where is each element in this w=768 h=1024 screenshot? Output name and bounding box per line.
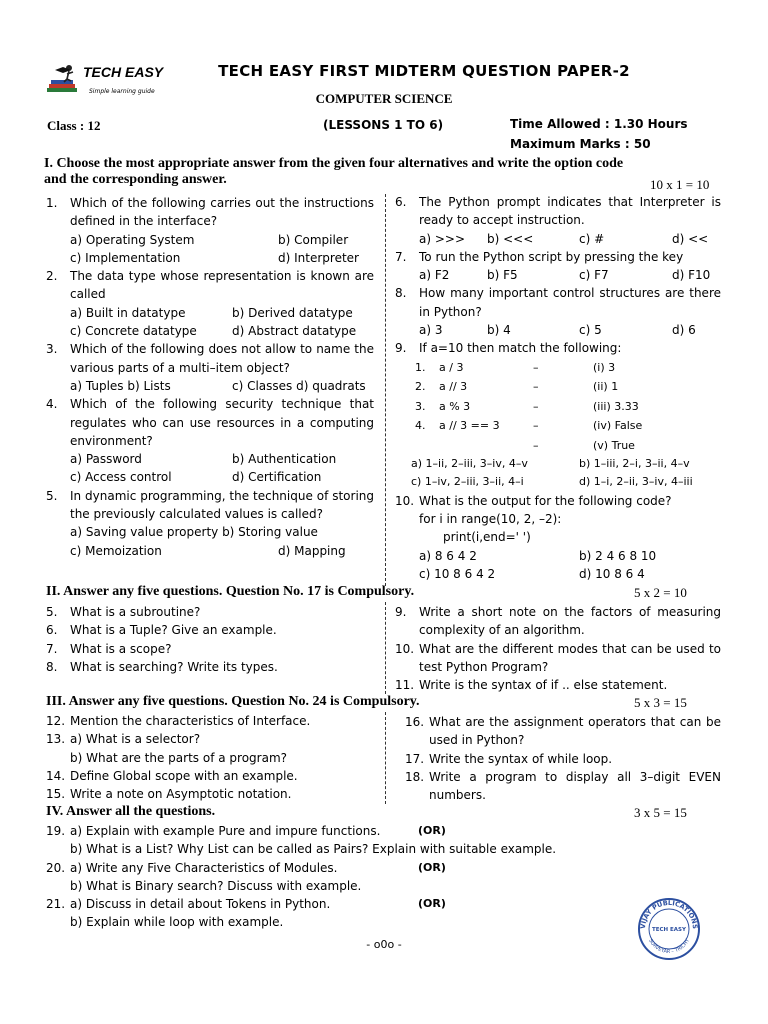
question-item: b) What are the parts of a program? xyxy=(70,750,288,765)
option: b) F5 xyxy=(487,268,518,283)
option: b) <<< xyxy=(487,231,534,246)
question-21b: b) Explain while loop with example. xyxy=(70,915,284,930)
question-text: How many important control structures are there in Python? xyxy=(419,286,721,319)
option: a) Password xyxy=(70,452,142,467)
option: d) 1–i, 2–ii, 3–iv, 4–iii xyxy=(579,475,693,489)
question-number: 8. xyxy=(395,286,407,301)
section3-right-column xyxy=(405,713,721,804)
option: c) 10 8 6 4 2 xyxy=(419,566,496,581)
section2-heading: II. Answer any five questions. Question No. 17 is Compulsory. xyxy=(46,584,415,599)
option: b) 2 4 6 8 10 xyxy=(579,548,657,563)
question-1 xyxy=(46,194,374,267)
svg-text:SURVEYAR – TRICHY xyxy=(647,937,691,955)
max-marks: Maximum Marks : 50 xyxy=(510,137,651,151)
option: d) Certification xyxy=(232,470,322,485)
match-row: 2. a // 3 – (ii) 1 xyxy=(415,380,619,394)
question-number: 4. xyxy=(46,397,58,412)
publisher-stamp xyxy=(637,897,701,961)
question-item: 14. Define Global scope with an example. xyxy=(46,768,298,783)
question-3 xyxy=(46,340,374,395)
question-5 xyxy=(46,487,374,560)
question-10 xyxy=(395,492,721,583)
option: c) Access control xyxy=(70,470,172,485)
section4-heading: IV. Answer all the questions. xyxy=(46,804,216,819)
question-number: 7. xyxy=(395,249,407,264)
footer-mark: - o0o - xyxy=(366,938,402,951)
option: a) >>> xyxy=(419,231,466,246)
option: b) 4 xyxy=(487,323,511,338)
question-item: 18. Write a program to display all 3–digit EVEN numbers. xyxy=(405,769,721,803)
question-number: 2. xyxy=(46,269,58,284)
question-20a: 20. a) Write any Five Characteristics of Modules. (OR) xyxy=(46,859,726,877)
question-item: 7. What is a scope? xyxy=(46,641,172,656)
question-number: 3. xyxy=(46,342,58,357)
svg-text:VIJAY PUBLICATIONS xyxy=(639,899,699,930)
match-row: – (v) True xyxy=(533,438,635,452)
question-4 xyxy=(46,395,374,486)
option: a) 3 xyxy=(419,323,443,338)
question-item: 15. Write a note on Asymptotic notation. xyxy=(46,787,292,802)
option: d) Mapping xyxy=(278,543,346,558)
option: a) Tuples b) Lists xyxy=(70,378,171,393)
question-text: What is the output for the following code? xyxy=(419,493,672,508)
section1-heading xyxy=(44,156,724,188)
class-label: Class : 12 xyxy=(47,118,101,133)
option: b) 1–iii, 2–i, 3–ii, 4–v xyxy=(579,457,690,471)
option: c) Memoization xyxy=(70,543,162,558)
section1-right-column xyxy=(395,193,721,583)
option: d) 6 xyxy=(672,323,696,338)
option: d) << xyxy=(672,231,709,246)
question-text: Which of the following does not allow to name the various parts of a multi–item object? xyxy=(70,342,374,375)
option: d) 10 8 6 4 xyxy=(579,566,645,581)
section1-heading-line2: and the corresponding answer. xyxy=(44,172,227,187)
logo-tagline: Simple learning guide xyxy=(89,88,155,95)
section2-right-column xyxy=(395,603,721,694)
question-item: 17. Write the syntax of while loop. xyxy=(405,751,613,766)
question-text: In dynamic programming, the technique of storing the previously calculated values is called? xyxy=(70,488,374,522)
option: c) 5 xyxy=(579,323,602,338)
question-number: 6. xyxy=(395,195,407,209)
match-row: 4. a // 3 == 3 – (iv) False xyxy=(415,419,643,433)
stamp-seal-icon xyxy=(637,897,701,961)
section4-marks: 3 x 5 = 15 xyxy=(634,805,687,820)
option: a) 1–ii, 2–iii, 3–iv, 4–v xyxy=(411,457,528,471)
question-19b: b) What is a List? Why List can be called as Pairs? Explain with suitable example. xyxy=(70,842,557,857)
or-label: (OR) xyxy=(418,860,446,874)
section3-left-column xyxy=(46,712,380,803)
option: b) Authentication xyxy=(232,452,337,467)
option: a) F2 xyxy=(419,268,450,283)
option: c) Concrete datatype xyxy=(70,324,197,339)
question-6 xyxy=(395,193,721,248)
question-8 xyxy=(395,284,721,339)
option: d) Interpreter xyxy=(278,250,359,265)
question-21a: 21. a) Discuss in detail about Tokens in Python. (OR) xyxy=(46,895,726,913)
question-number: 9. xyxy=(395,341,407,356)
match-row: 3. a % 3 – (iii) 3.33 xyxy=(415,399,639,413)
time-allowed: Time Allowed : 1.30 Hours xyxy=(510,117,688,131)
question-number: 10. xyxy=(395,493,415,508)
paper-title: TECH EASY FIRST MIDTERM QUESTION PAPER-2 xyxy=(218,62,630,80)
option: a) Built in datatype xyxy=(70,305,186,320)
question-text: If a=10 then match the following: xyxy=(419,341,622,356)
question-item: 10. What are the different modes that can be used to test Python Program? xyxy=(395,641,721,674)
section4-questions xyxy=(46,822,726,932)
question-text: Which of the following carries out the instructions defined in the interface? xyxy=(70,196,374,229)
option: a) Saving value property b) Storing value xyxy=(70,525,318,540)
subject-title: COMPUTER SCIENCE xyxy=(315,91,453,106)
match-row: 1. a / 3 – (i) 3 xyxy=(415,360,616,374)
option: a) Operating System xyxy=(70,232,195,247)
question-item: 11. Write is the syntax of if .. else statement. xyxy=(395,678,668,693)
stamp-text-top: VIJAY PUBLICATIONS xyxy=(638,898,700,930)
question-20b: b) What is Binary search? Discuss with example. xyxy=(70,878,362,893)
section1-heading-line1: I. Choose the most appropriate answer from the given four alternatives and write the option code xyxy=(44,156,624,171)
question-item: 8. What is searching? Write its types. xyxy=(46,659,278,674)
stamp-text-bottom: SURVEYAR – TRICHY xyxy=(647,938,691,956)
section1-left-column xyxy=(46,194,374,560)
question-item: 6. What is a Tuple? Give an example. xyxy=(46,623,277,638)
question-number: 1. xyxy=(46,196,58,210)
code-line: print(i,end=' ') xyxy=(443,530,531,545)
question-9 xyxy=(395,339,721,491)
section3-heading: III. Answer any five questions. Question No. 24 is Compulsory. xyxy=(46,694,420,709)
question-number: 5. xyxy=(46,488,58,503)
question-19a: 19. a) Explain with example Pure and impure functions. (OR) xyxy=(46,822,726,840)
question-text: The Python prompt indicates that Interpreter is ready to accept instruction. xyxy=(419,195,721,228)
or-label: (OR) xyxy=(418,897,446,911)
question-text: To run the Python script by pressing the key xyxy=(419,249,684,264)
question-item: 5. What is a subroutine? xyxy=(46,605,201,619)
or-label: (OR) xyxy=(418,824,446,837)
question-item: 13. a) What is a selector? xyxy=(46,732,201,747)
option: a) 8 6 4 2 xyxy=(419,548,477,563)
question-item: 12. Mention the characteristics of Interface. xyxy=(46,714,311,728)
column-divider xyxy=(385,602,386,694)
stamp-text-center: TECH EASY xyxy=(651,927,687,933)
option: d) Abstract datatype xyxy=(232,324,357,339)
section1-marks: 10 x 1 = 10 xyxy=(650,177,710,192)
option: c) Classes d) quadrats xyxy=(232,378,366,393)
option: b) Compiler xyxy=(278,232,349,247)
question-2 xyxy=(46,267,374,340)
question-item: 9. Write a short note on the factors of measuring complexity of an algorithm. xyxy=(395,605,721,638)
column-divider xyxy=(385,194,386,586)
question-text: Which of the following security technique that regulates who can use resources in a computing environment? xyxy=(70,397,374,448)
option: c) # xyxy=(579,231,605,246)
question-text: The data type whose representation is known are called xyxy=(70,269,374,302)
option: c) Implementation xyxy=(70,250,181,265)
option: d) F10 xyxy=(672,268,711,283)
code-line: for i in range(10, 2, –2): xyxy=(419,512,562,527)
column-divider xyxy=(385,712,386,804)
lessons-label: (LESSONS 1 TO 6) xyxy=(323,118,444,132)
section3-marks: 5 x 3 = 15 xyxy=(634,695,687,710)
option: b) Derived datatype xyxy=(232,305,353,320)
option: c) F7 xyxy=(579,268,609,283)
section2-left-column xyxy=(46,603,374,676)
question-item: 16. What are the assignment operators that can be used in Python? xyxy=(405,715,721,748)
option: c) 1–iv, 2–iii, 3–ii, 4–i xyxy=(411,475,524,489)
logo-text: TECH EASY xyxy=(83,64,164,80)
question-7 xyxy=(395,248,721,285)
section2-marks: 5 x 2 = 10 xyxy=(634,585,687,600)
